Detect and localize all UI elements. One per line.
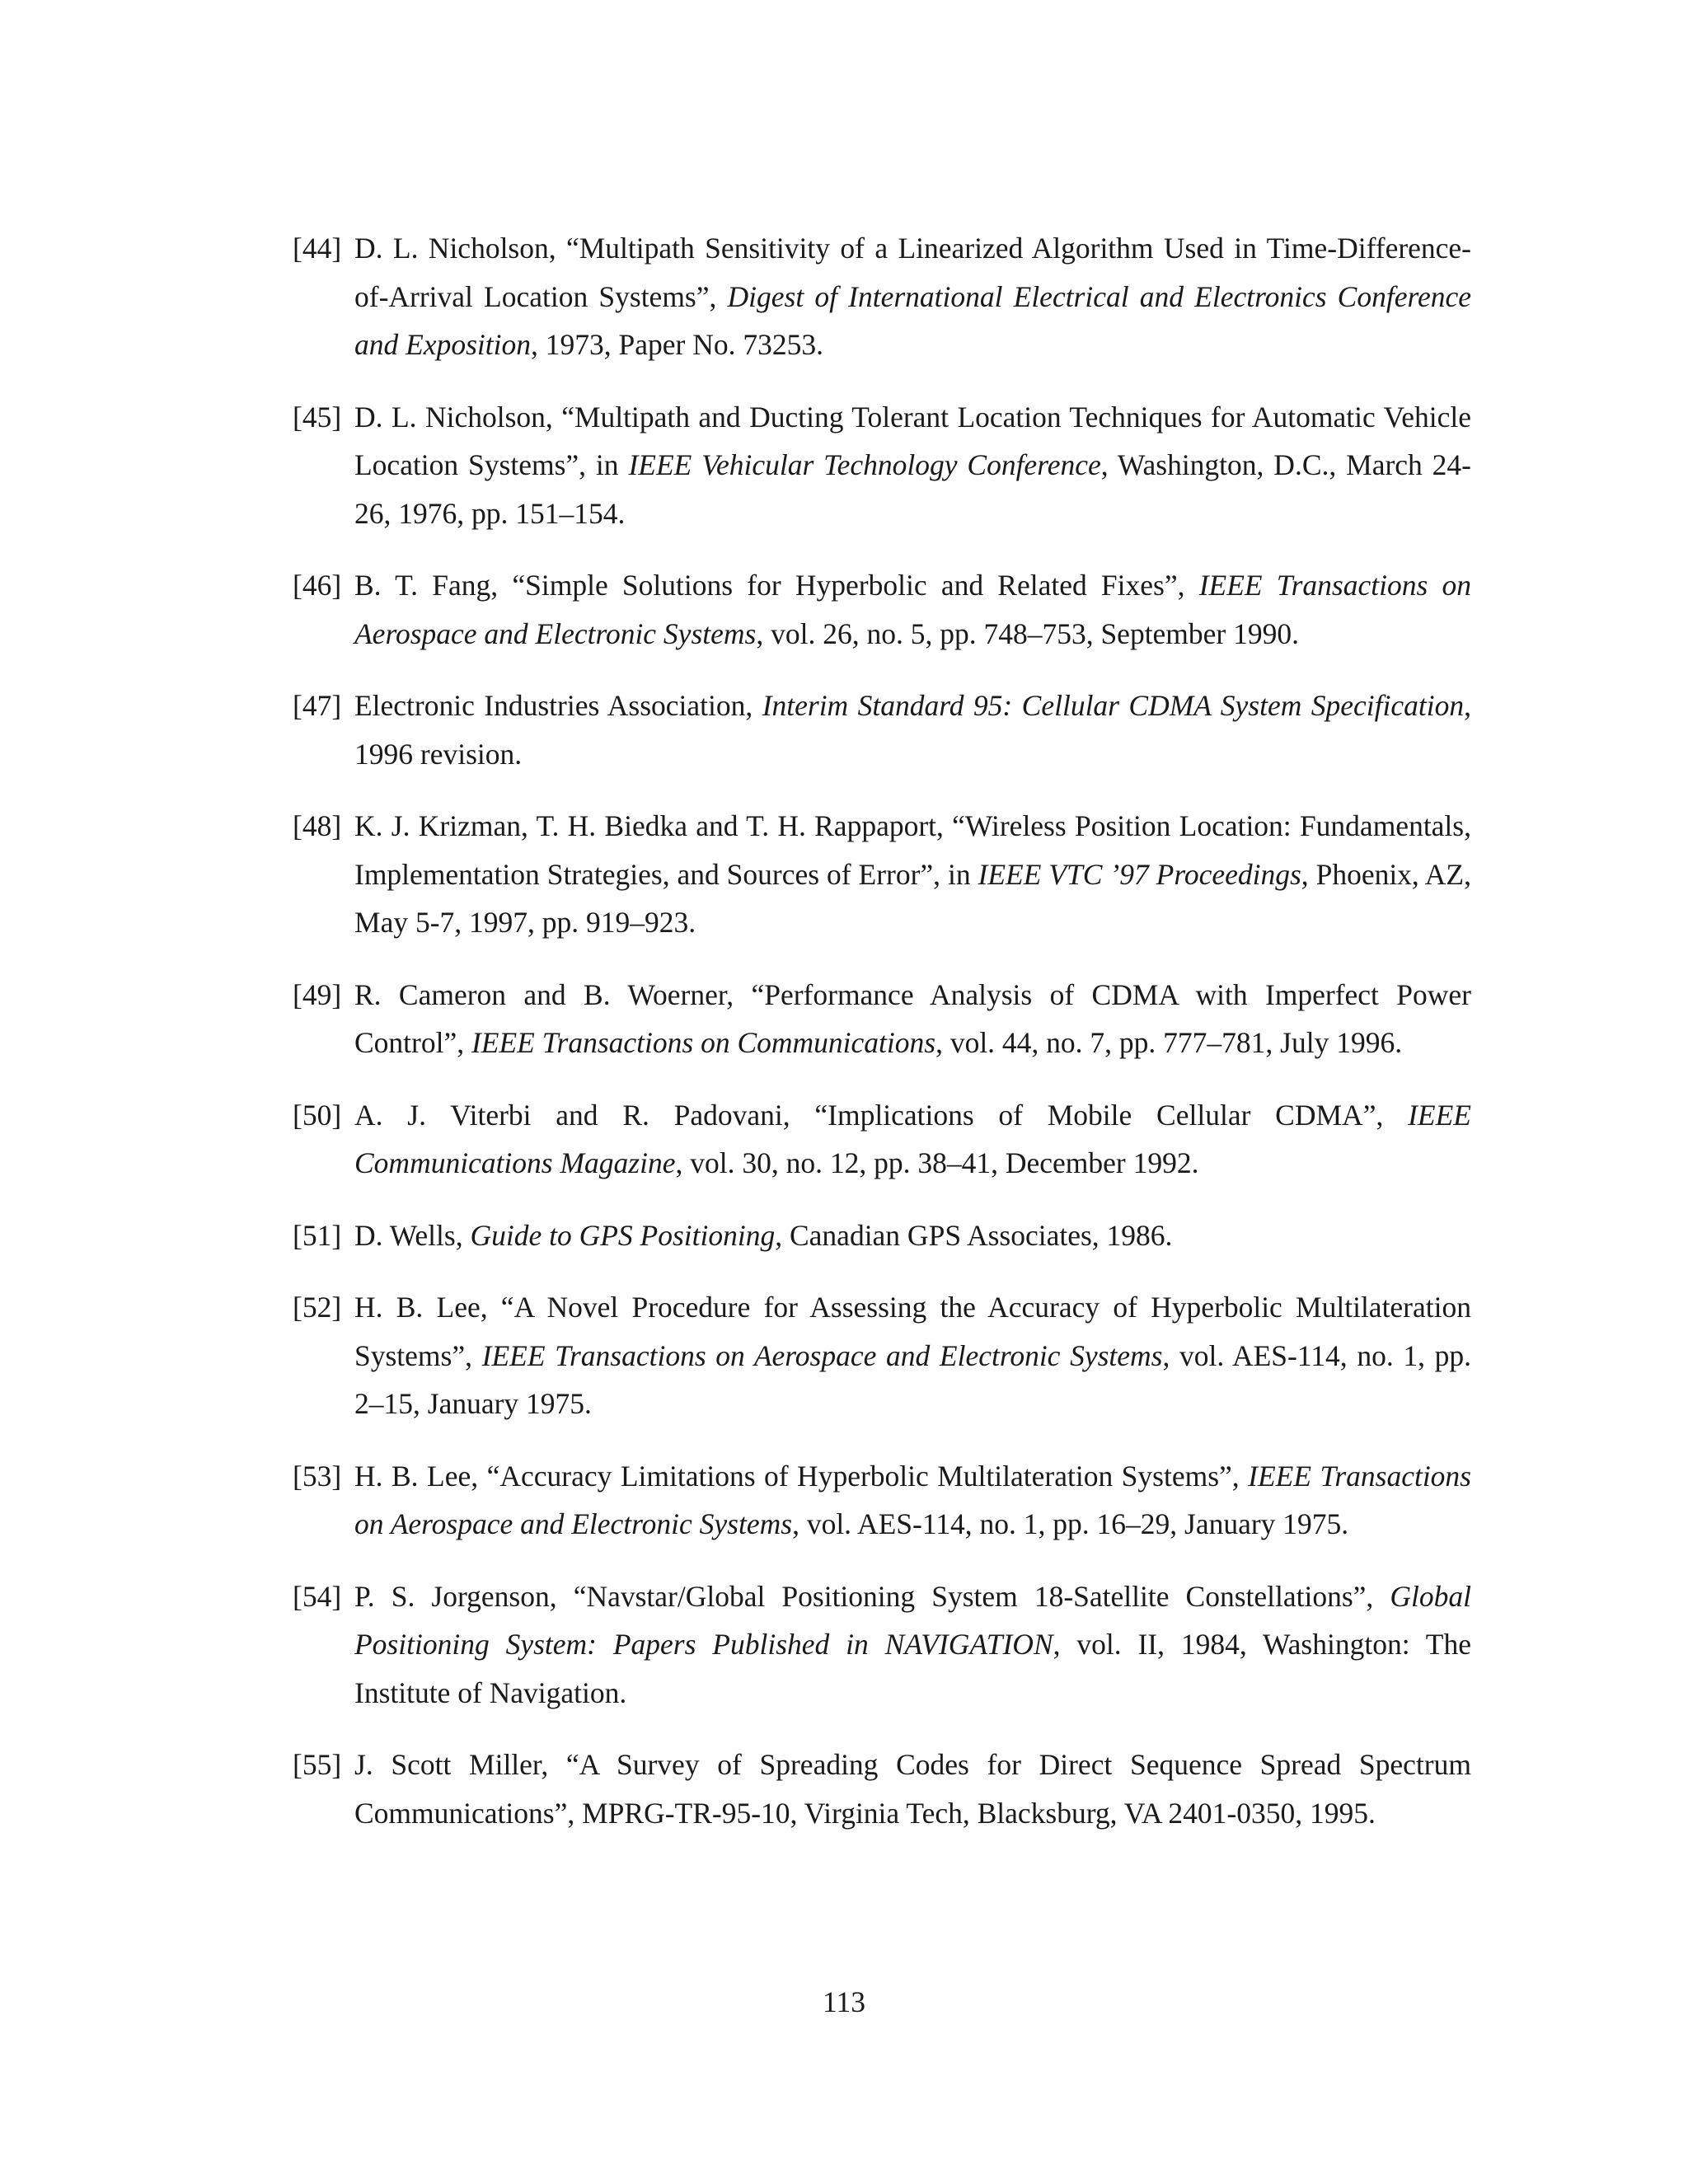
reference-text-run: Electronic Industries Association, — [354, 689, 762, 722]
reference-italic-title: IEEE Transactions on Communications — [471, 1026, 936, 1059]
reference-number: [55] — [293, 1748, 342, 1781]
reference-number: [52] — [293, 1291, 342, 1324]
reference-text-run: , vol. II, 1984, Washington: The Institute of Navigation. — [354, 1628, 1471, 1709]
reference-text-run: , 1973, Paper No. 73253. — [530, 328, 823, 361]
reference-number: [49] — [293, 977, 342, 1011]
reference-text-run: , vol. 30, no. 12, pp. 38–41, December 1992. — [675, 1146, 1199, 1179]
reference-number: [46] — [293, 569, 342, 602]
reference-text-run: K. J. Krizman, T. H. Biedka and T. H. Rappaport, “Wireless Position Location: Fundamentals, Implementation Strategies, and Sources of Error”, in — [354, 809, 1471, 891]
reference-entry — [293, 1572, 1471, 1718]
reference-number: [54] — [293, 1579, 342, 1613]
reference-text — [354, 1219, 1172, 1252]
reference-text — [354, 1460, 1471, 1541]
reference-number: [45] — [293, 400, 342, 434]
reference-text-run: , vol. 26, no. 5, pp. 748–753, September 1990. — [756, 616, 1300, 650]
reference-entry — [293, 393, 1471, 538]
reference-text-run: , Washington, D.C., March 24-26, 1976, pp. 151–154. — [354, 448, 1471, 530]
reference-text-run: B. T. Fang, “Simple Solutions for Hyperbolic and Related Fixes”, — [354, 569, 1199, 602]
reference-text-run: , vol. 44, no. 7, pp. 777–781, July 1996. — [935, 1026, 1403, 1059]
reference-text — [354, 1580, 1471, 1709]
reference-text-run: H. B. Lee, “A Novel Procedure for Assessing the Accuracy of Hyperbolic Multilateration Systems”, — [354, 1291, 1471, 1372]
reference-entry — [293, 971, 1471, 1067]
reference-text-run: , Canadian GPS Associates, 1986. — [775, 1218, 1173, 1252]
reference-entry — [293, 802, 1471, 947]
reference-number: [50] — [293, 1098, 342, 1132]
reference-italic-title: IEEE Communications Magazine — [354, 1098, 1471, 1179]
reference-italic-title: Digest of International Electrical and Electronics Conference and Exposition — [354, 279, 1471, 361]
reference-text-run: H. B. Lee, “Accuracy Limitations of Hyperbolic Multilateration Systems”, — [354, 1459, 1249, 1493]
reference-entry — [293, 1212, 1471, 1260]
reference-italic-title: Global Positioning System: Papers Published in NAVIGATION — [354, 1579, 1471, 1661]
reference-italic-title: IEEE Transactions on Aerospace and Electronic Systems — [354, 569, 1471, 650]
reference-italic-title: IEEE Transactions on Aerospace and Electronic Systems — [354, 1459, 1471, 1540]
reference-entry — [293, 224, 1471, 369]
reference-italic-title: IEEE Transactions on Aerospace and Electronic Systems — [481, 1338, 1163, 1372]
reference-entry — [293, 682, 1471, 778]
reference-entry — [293, 1283, 1471, 1428]
reference-entry — [293, 1741, 1471, 1837]
reference-text — [354, 569, 1471, 650]
reference-text-run: A. J. Viterbi and R. Padovani, “Implications of Mobile Cellular CDMA”, — [354, 1098, 1409, 1132]
reference-text-run: , vol. AES-114, no. 1, pp. 2–15, January 1975. — [354, 1338, 1471, 1420]
page-number: 113 — [823, 1985, 865, 2018]
reference-text-run: P. S. Jorgenson, “Navstar/Global Positioning System 18-Satellite Constellations”, — [354, 1579, 1390, 1613]
reference-text — [354, 978, 1471, 1060]
reference-italic-title: IEEE VTC ’97 Proceedings — [978, 857, 1301, 891]
reference-text-run: , vol. AES-114, no. 1, pp. 16–29, January 1975. — [792, 1507, 1349, 1540]
reference-entry — [293, 1091, 1471, 1188]
reference-text — [354, 809, 1471, 939]
reference-text-run: J. Scott Miller, “A Survey of Spreading Codes for Direct Sequence Spread Spectrum Communications”, MPRG-TR-95-10, Virginia Tech, Blacksburg, VA 2401-0350, 1995. — [354, 1748, 1471, 1830]
reference-text — [354, 1748, 1471, 1830]
reference-number: [44] — [293, 232, 342, 265]
reference-number: [51] — [293, 1218, 342, 1252]
reference-text — [354, 401, 1471, 530]
reference-number: [48] — [293, 809, 342, 842]
reference-entry — [293, 1452, 1471, 1549]
reference-text — [354, 689, 1471, 771]
reference-text-run: D. L. Nicholson, “Multipath and Ducting Tolerant Location Techniques for Automatic Vehicle Location Systems”, in — [354, 400, 1471, 481]
reference-text-run: D. Wells, — [354, 1218, 471, 1252]
reference-text — [354, 1099, 1471, 1180]
reference-italic-title: Guide to GPS Positioning — [470, 1218, 776, 1252]
reference-text-run: , Phoenix, AZ, May 5-7, 1997, pp. 919–923. — [354, 857, 1471, 939]
reference-text-run: , 1996 revision. — [354, 689, 1471, 771]
reference-text-run: D. L. Nicholson, “Multipath Sensitivity of a Linearized Algorithm Used in Time-Difference-of-Arrival Location Systems”, — [354, 232, 1471, 313]
reference-text — [354, 232, 1471, 361]
reference-text — [354, 1291, 1471, 1420]
reference-entry — [293, 561, 1471, 658]
reference-number: [53] — [293, 1459, 342, 1493]
reference-number: [47] — [293, 689, 342, 722]
reference-text-run: R. Cameron and B. Woerner, “Performance Analysis of CDMA with Imperfect Power Control”, — [354, 977, 1471, 1059]
reference-list — [293, 224, 1471, 1861]
reference-italic-title: IEEE Vehicular Technology Conference — [628, 448, 1101, 481]
reference-italic-title: Interim Standard 95: Cellular CDMA System Specification — [762, 689, 1465, 722]
